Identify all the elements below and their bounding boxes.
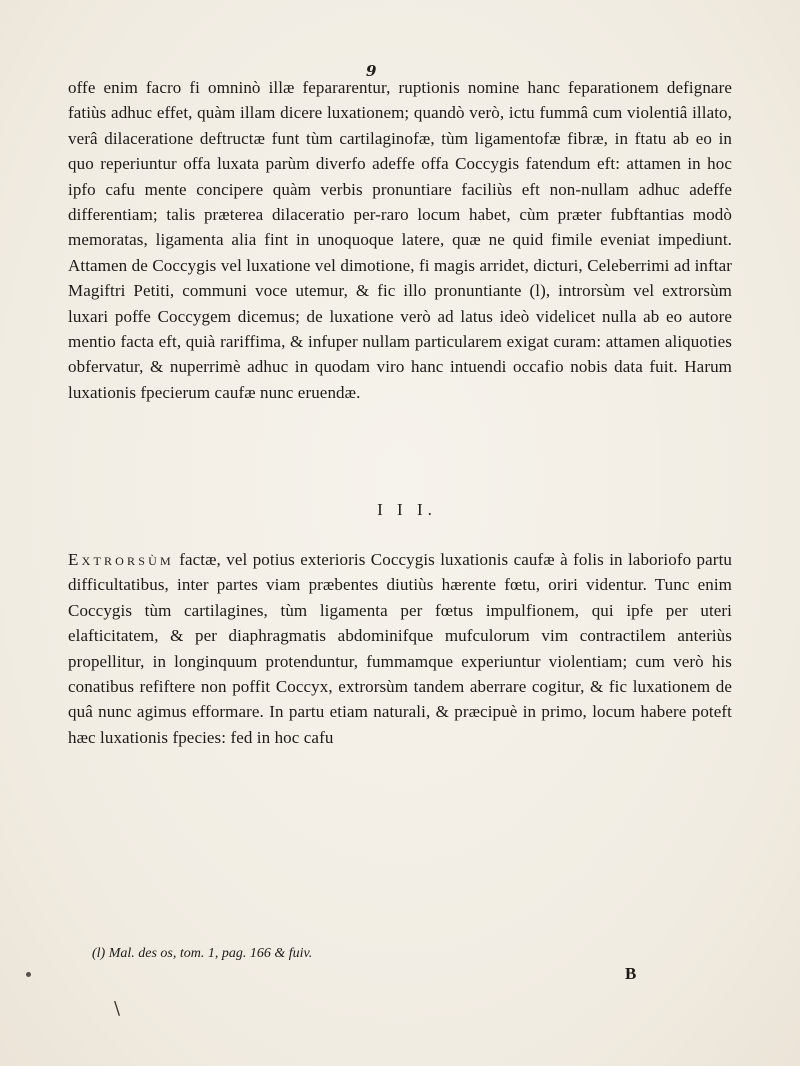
page-number: 9 <box>366 62 377 80</box>
paragraph-1: offe enim facro fi omninò illæ fepararentur, ruptionis nomine hanc feparationem defignare fatiùs adhuc effet, quàm illam dicere luxationem; quandò verò, ictu fummâ cum violentiâ illato, verâ dilaceratione deftructæ funt tùm cartilaginofæ, tùm ligamentofæ fibræ, in ftatu ab eo in quo reperiuntur offa luxata parùm diverfo adeffe offa Coccygis fatendum eft: attamen in hoc ipfo cafu mente concipere quàm verbis pronuntiare faciliùs eft non-nullam adhuc adeffe differentiam; talis præterea dilaceratio per-raro locum habet, cùm præter fubftantias modò memoratas, ligamenta alia fint in unoquoque latere, quæ ne quid fimile eveniat impediunt. Attamen de Coccygis vel luxatione vel dimotione, fi magis arridet, dicturi, Celeberrimi ad inftar Magiftri Petiti, communi voce utemur, & fic illo pronuntiante (l), introrsùm vel extrorsùm luxari poffe Coccygem dicemus; de luxatione verò ad latus ideò videlicet nulla ab eo autore mentio facta eft, quià rariffima, & infuper nullam particularem exigat curam: attamen aliquoties obfervatur, & nuperrimè adhuc in quodam viro hanc intuendi occafio nobis data fuit. Harum luxationis fpecierum caufæ nunc eruendæ. <box>68 78 732 402</box>
signature-mark: B <box>625 964 637 983</box>
stray-mark-decoration: \ <box>114 998 121 1019</box>
footnote: (l) Mal. des os, tom. 1, pag. 166 & fuiv. <box>92 946 313 961</box>
paragraph-2 <box>68 547 732 750</box>
paragraph-2-body: factæ, vel potius exterioris Coccygis luxationis caufæ à folis in laboriofo partu difficultatibus, inter partes viam præbentes diutiùs hærente fœtu, oriri videntur. Tunc enim Coccygis tùm cartilagines, tùm ligamenta per fœtus impulfionem, qui ipfe per uteri elafticitatem, & per diaphragmatis abdominifque mufculorum vim contractilem anteriùs propellitur, in longinquum protenduntur, fummamque experiuntur violentiam; cum verò his conatibus refiftere non poffit Coccyx, extrorsùm tandem aberrare cogitur, & fic luxationem de quâ nunc agimus efformare. In partu etiam naturali, & præcipuè in primo, locum habere poteft hæc luxationis fpecies: fed in hoc cafu <box>68 550 732 747</box>
section-heading: I I I. <box>377 500 437 519</box>
ink-spot-decoration <box>26 972 31 977</box>
paragraph-2-lead-word: Extrorsùm <box>68 550 174 569</box>
